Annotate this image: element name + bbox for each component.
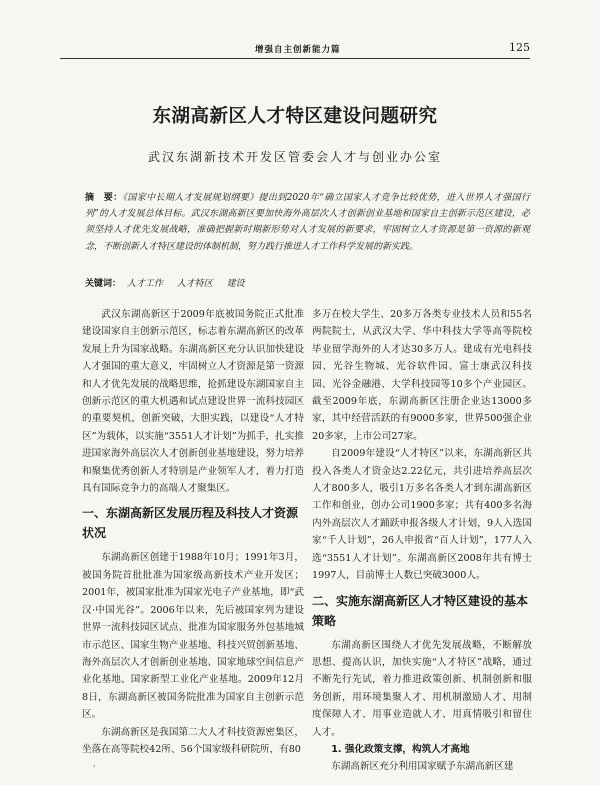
section-heading-1: 一、东湖高新区发展历程及科技人才资源状况 bbox=[82, 506, 299, 541]
keywords-label: 关键词： bbox=[85, 279, 122, 289]
subsection-heading-1: 1. 强化政策支撑，构筑人才高地 bbox=[331, 743, 470, 755]
page-number: 125 bbox=[509, 41, 530, 54]
paper-title: 东湖高新区人才特区建设问题研究 bbox=[152, 106, 438, 127]
body-paragraph: 东湖高新区充分利用国家赋予东湖高新区建 bbox=[331, 761, 514, 773]
left-column bbox=[82, 306, 304, 758]
body-paragraph: 东湖高新区围绕人才优先发展战略，不断解放思想、提高认识，加快实施“人才特区”战略，通过不断先行先试，着力推进政策创新、机制创新和服务创新，用环境集聚人才、用机制激励人才、用制度保障人才、用事业造就人才、用真情吸引和留住人才。 bbox=[312, 639, 532, 738]
running-header bbox=[60, 42, 530, 59]
body-paragraph: 东湖高新区是我国第二大人才科技资源密集区，坐落在高等院校42所、56个国家级科研院所，有80 bbox=[82, 726, 304, 755]
body-paragraph: 多万在校大学生、20多万各类专业技术人员和55名两院院士，从武汉大学、华中科技大学等高等院校毕业留学海外的人才达30多万人。建成有光电科技园、光谷生物城、光谷软件园、富士康武汉科技园、光谷金融港、大学科技园等10多个产业园区。截至2009年底，东湖高新区注册企业达13000多家，其中经营活跃的有9000多家，世界500强企业20多家，上市公司27家。 bbox=[312, 309, 532, 442]
keyword: 人才特区 bbox=[176, 279, 213, 289]
author-affiliation: 武汉东湖新技术开发区管委会人才与创业办公室 bbox=[147, 150, 442, 164]
keyword: 建设 bbox=[226, 279, 245, 289]
right-column bbox=[312, 306, 532, 776]
intro-paragraph: 武汉东湖高新区于2009年底被国务院正式批准建设国家自主创新示范区，标志着东湖高新区的改革发展上升为国家战略。东湖高新区充分认识加快建设人才强国的重大意义，牢固树立人才资源是第一资源和人才优先发展的战略思维，抢抓建设东湖国家自主创新示范区的重大机遇和试点建设世界一流科技园区的重要契机，创新突破，大胆实践，以建设“人才特区”为载体，以实施“3551人才计划”为抓手，扎实推进国家海外高层次人才创新创业基地建设，努力培养和聚集优秀创新人才特别是产业领军人才，着力打造具有国际竞争力的高端人才聚集区。 bbox=[82, 309, 304, 495]
running-title: 增强自主创新能力篇 bbox=[255, 45, 341, 55]
section-heading-2: 二、实施东湖高新区人才特区建设的基本策略 bbox=[312, 593, 529, 628]
abstract bbox=[85, 190, 530, 255]
body-paragraph: 自2009年建设“人才特区”以来，东湖高新区共投入各类人才资金达2.22亿元，共引进培养高层次人才800多人，吸引1万多名各类人才到东湖高新区工作和创业，创办公司1900多家；共有400多名海内外高层次人才踊跃申报各级人才计划，9人入选国家“千人计划”，26人申报省“百人计划”，177人入选“3551人才计划”。东湖高新区2008年共有博士1997人，目前博士人数已突破3000人。 bbox=[312, 448, 532, 582]
body-paragraph: 东湖高新区创建于1988年10月；1991年3月，被国务院首批批准为国家级高新技术产业开发区；2001年，被国家批准为国家光电子产业基地，即“武汉·中国光谷”。2006年以来，先后被国家列为建设世界一流科技园区试点、批准为国家服务外包基地城市示范区、国家生物产业基地、科技兴贸创新基地、海外高层次人才创新创业基地、国家地球空间信息产业化基地、国家新型工业化产业基地。2009年12月8日，东湖高新区被国务院批准为国家自主创新示范区。 bbox=[82, 552, 304, 721]
keywords bbox=[85, 276, 530, 289]
abstract-text: 《国家中长期人才发展规划纲要》提出到2020年“确立国家人才竞争比较优势，进入世界人才强国行列”的人才发展总体目标。武汉东湖高新区要加快海外高层次人才创新创业基地和国家自主创新示范区建设，必须坚持人才优先发展战略，准确把握新时期新形势对人才发展的新要求，牢固树立人才资源是第一资源的新观念，不断创新人才特区建设的体制机制，努力践行推进人才工作科学发展的新实践。 bbox=[85, 193, 530, 252]
keyword: 人才工作 bbox=[126, 279, 163, 289]
corner-mark: · bbox=[93, 762, 96, 771]
abstract-label: 摘 要： bbox=[85, 193, 123, 203]
